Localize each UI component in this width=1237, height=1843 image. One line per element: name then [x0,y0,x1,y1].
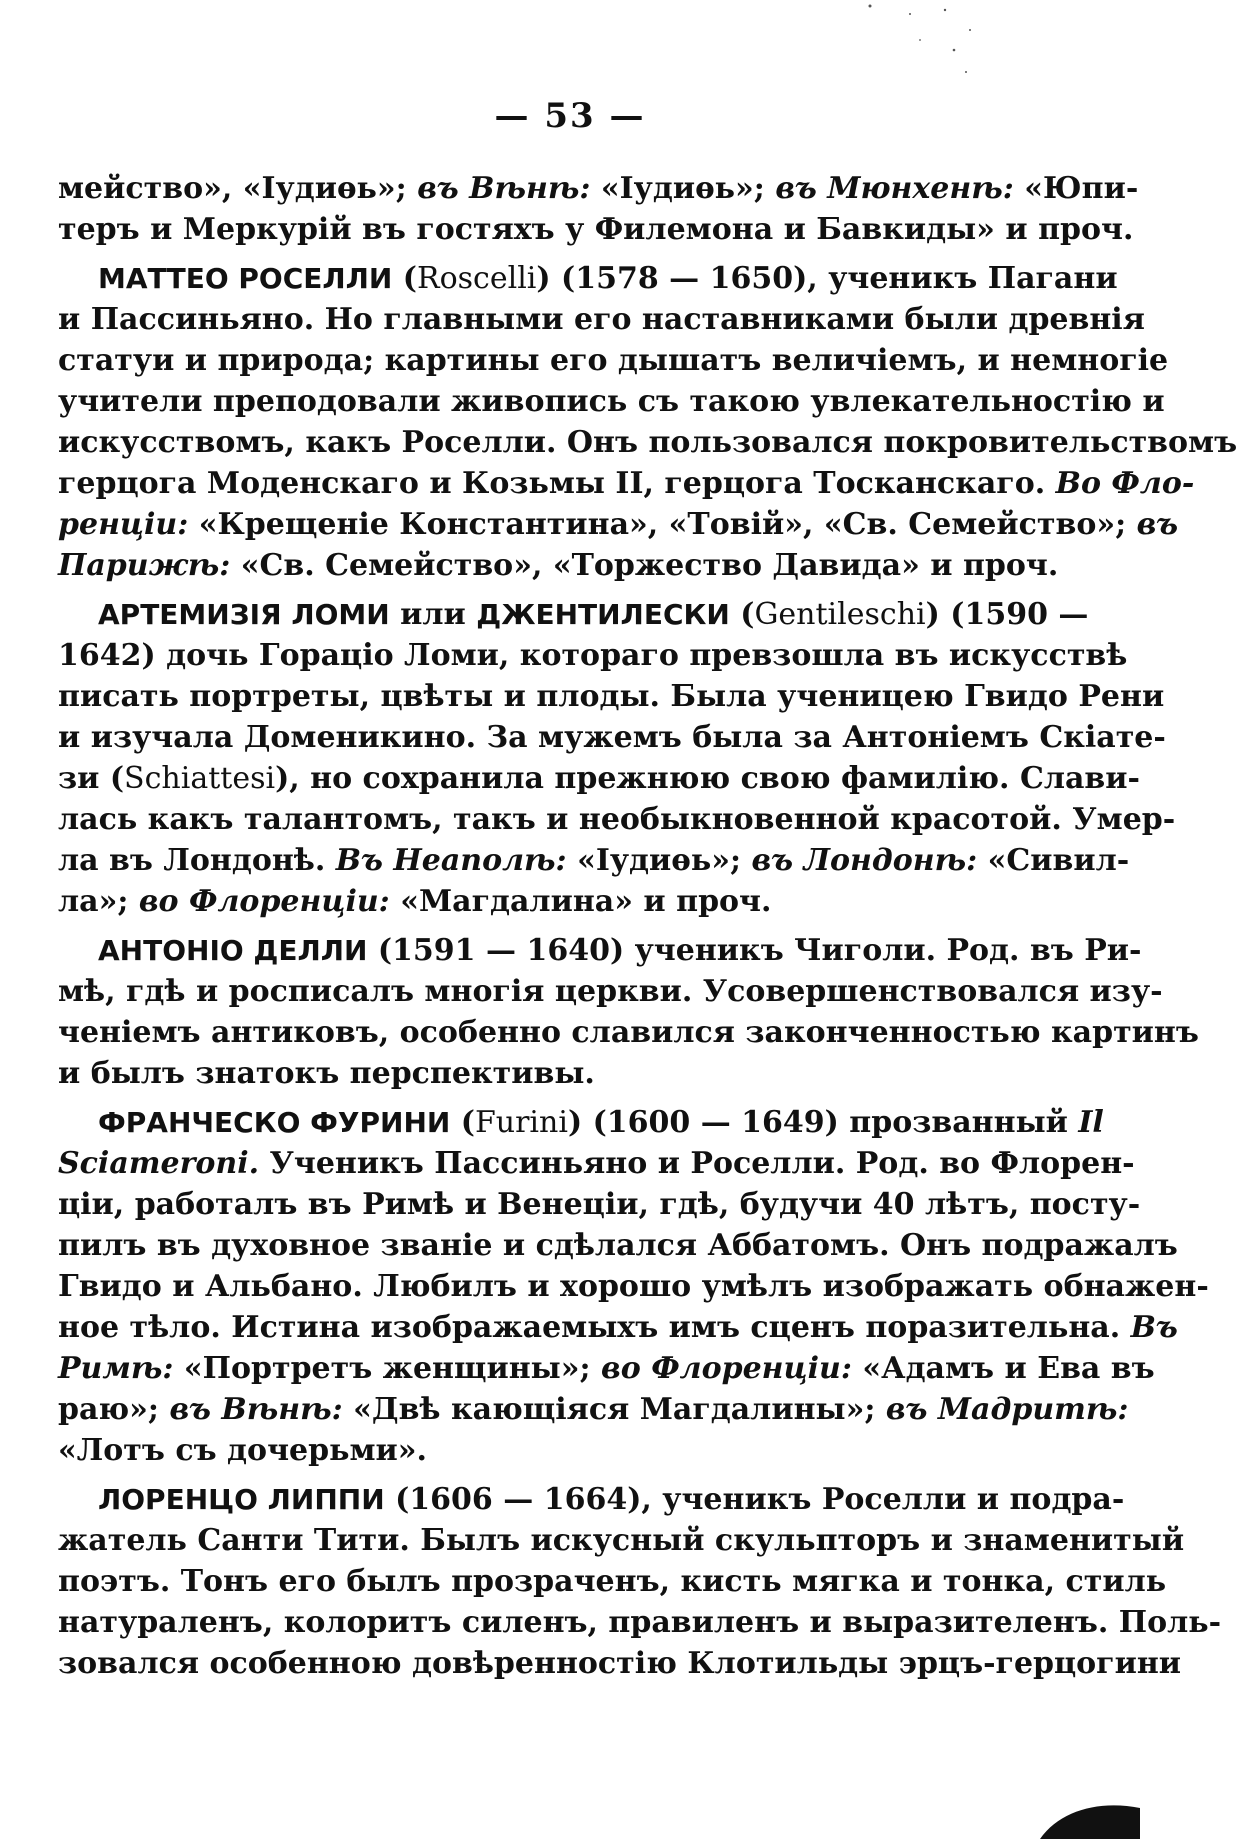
text-run: зи ( [58,761,125,796]
text-line [58,1602,1222,1643]
text-line [58,1012,1199,1053]
text-line [58,463,1195,504]
text-run: «Юпи- [1013,171,1139,206]
location-label: во Флоренціи: [138,884,390,919]
text-line [58,422,1237,463]
text-line [58,930,1142,971]
text-run: раю»; [58,1392,170,1427]
text-run: Schiattesi [124,761,276,796]
location-label: въ Мюнхенѣ: [775,171,1014,206]
text-line [58,504,1179,545]
text-run: «Лотъ съ дочерьми». [58,1433,427,1468]
text-line [58,168,1139,209]
location-label: въ Вѣнѣ: [169,1392,343,1427]
text-run: ( [729,597,755,632]
text-run: ) (1578 — 1650), ученикъ Пагани [536,261,1118,296]
text-run: «Магдалина» и проч. [389,884,772,919]
text-run: мейство», «Іудиѳь»; [58,171,418,206]
location-label: во Флоренціи: [601,1351,852,1386]
text-line [58,1143,1135,1184]
text-line [58,1520,1185,1561]
artist-name: АРТЕМИЗІЯ ЛОМИ [98,598,390,631]
text-run: учители преподовали живопись съ такою увлекательностію и [58,384,1165,419]
text-line [58,1561,1167,1602]
location-label: Sciameroni. [58,1146,260,1181]
text-line [58,1266,1209,1307]
text-line [58,758,1140,799]
artist-name: ЛОРЕНЦО ЛИППИ [98,1483,385,1516]
text-line [58,545,1059,586]
text-line [58,1348,1155,1389]
text-line [58,676,1165,717]
text-run: «Іудиѳь»; [566,843,752,878]
text-run: (1591 — 1640) ученикъ Чиголи. Род. въ Ри- [367,933,1142,968]
text-run: (1606 — 1664), ученикъ Роселли и подра- [384,1482,1125,1517]
text-run: Roscelli [417,261,537,296]
text-line [58,381,1165,422]
page-text [58,168,1237,1684]
text-run: жатель Санти Тити. Былъ искусный скульпторъ и знаменитый [58,1523,1185,1558]
text-run: ла»; [58,884,139,919]
text-line [58,635,1128,676]
text-line [58,1643,1182,1684]
text-run: пилъ въ духовное званіе и сдѣлался Аббатомъ. Онъ подражалъ [58,1228,1178,1263]
location-label: Въ Неаполѣ: [335,843,567,878]
text-line [58,1479,1125,1520]
location-label: въ Вѣнѣ: [417,171,591,206]
text-run: ченіемъ антиковъ, особенно славился законченностью картинъ [58,1015,1199,1050]
page-number: — 53 — [494,96,646,136]
text-run: «Двѣ кающіяся Магдалины»; [342,1392,886,1427]
text-line [58,799,1176,840]
location-label: въ Мадритѣ: [885,1392,1129,1427]
text-run: ное тѣло. Истина изображаемыхъ имъ сценъ поразительна. [58,1310,1131,1345]
text-run: ), но сохранила прежнюю свою фамилію. Слави- [275,761,1140,796]
location-label: въ Лондонѣ: [751,843,978,878]
artist-name: МАТТЕО РОСЕЛЛИ [98,262,393,295]
text-run: поэтъ. Тонъ его былъ прозраченъ, кисть мягка и тонка, стиль [58,1564,1167,1599]
paper-specks [850,0,990,90]
text-run: Gentileschi [754,597,926,632]
text-line [58,1389,1129,1430]
text-line [58,594,1089,635]
text-run: и Пассиньяно. Но главными его наставниками были древнія [58,302,1145,337]
text-line [58,717,1166,758]
text-line [58,840,1130,881]
text-line [58,340,1169,381]
text-run: «Портретъ женщины»; [173,1351,602,1386]
artist-name: АНТОНІО ДЕЛЛИ [98,934,368,967]
text-line [58,1225,1178,1266]
artist-name: ФРАНЧЕСКО ФУРИНИ [98,1106,451,1139]
location-label: Въ [1130,1310,1178,1345]
text-run: ) (1600 — 1649) прозванный [567,1105,1079,1140]
text-line [58,1102,1104,1143]
text-run: и изучала Доменикино. За мужемъ была за Антоніемъ Скiате- [58,720,1166,755]
text-run: ціи, работалъ въ Римѣ и Венеціи, гдѣ, будучи 40 лѣтъ, посту- [58,1187,1141,1222]
text-run: теръ и Меркурій въ гостяхъ у Филемона и Бавкиды» и проч. [58,212,1134,247]
text-run: натураленъ, колоритъ силенъ, правиленъ и выразителенъ. Поль- [58,1605,1222,1640]
text-run: или [389,597,477,632]
text-run: «Адамъ и Ева въ [851,1351,1155,1386]
text-run: «Св. Семейство», «Торжество Давида» и проч. [230,548,1059,583]
location-label: ренціи: [58,507,189,542]
text-line [58,1307,1178,1348]
location-label: Парижѣ: [58,548,231,583]
text-run: ла въ Лондонѣ. [58,843,336,878]
text-run: ) (1590 — [925,597,1089,632]
artist-name: ДЖЕНТИЛЕСКИ [476,598,730,631]
text-run: Furini [474,1105,568,1140]
text-run: «Сивил- [977,843,1130,878]
text-line [58,1053,978,1094]
location-label: Римѣ: [58,1351,174,1386]
text-line [58,299,1145,340]
text-run: искусствомъ, какъ Роселли. Онъ пользовался покровительствомъ [58,425,1237,460]
text-line [58,1430,978,1471]
ornament-decoration [1030,1790,1140,1839]
text-run: «Іудиѳь»; [590,171,776,206]
text-run: писать портреты, цвѣты и плоды. Была ученицею Гвидо Рени [58,679,1165,714]
text-run: «Крещеніе Константина», «Товій», «Св. Семейство»; [188,507,1137,542]
text-line [58,258,1118,299]
text-run: герцога Моденскаго и Козьмы II, герцога Тосканскаго. [58,466,1056,501]
text-run: и былъ знатокъ перспективы. [58,1056,595,1091]
text-line [58,209,1134,250]
text-run: ( [392,261,417,296]
location-label: въ [1136,507,1179,542]
text-run: Ученикъ Пассиньяно и Роселли. Род. во Флорен- [259,1146,1135,1181]
text-run: 1642) дочь Горацiо Ломи, котораго превзошла въ искусствѣ [58,638,1128,673]
text-line [58,1184,1141,1225]
location-label: Во Фло- [1055,466,1195,501]
text-run: зовался особенною довѣренностію Клотильды эрцъ-герцогини [58,1646,1182,1681]
text-run: ( [450,1105,475,1140]
text-line [58,971,1163,1012]
text-line [58,881,978,922]
text-run: мѣ, гдѣ и росписалъ многія церкви. Усовершенствовался изу- [58,974,1163,1009]
text-run: лась какъ талантомъ, такъ и необыкновенной красотой. Умер- [58,802,1176,837]
location-label: Il [1078,1105,1104,1140]
text-run: статуи и природа; картины его дышатъ величіемъ, и немногіе [58,343,1169,378]
text-run: Гвидо и Альбано. Любилъ и хорошо умѣлъ изображать обнажен- [58,1269,1209,1304]
